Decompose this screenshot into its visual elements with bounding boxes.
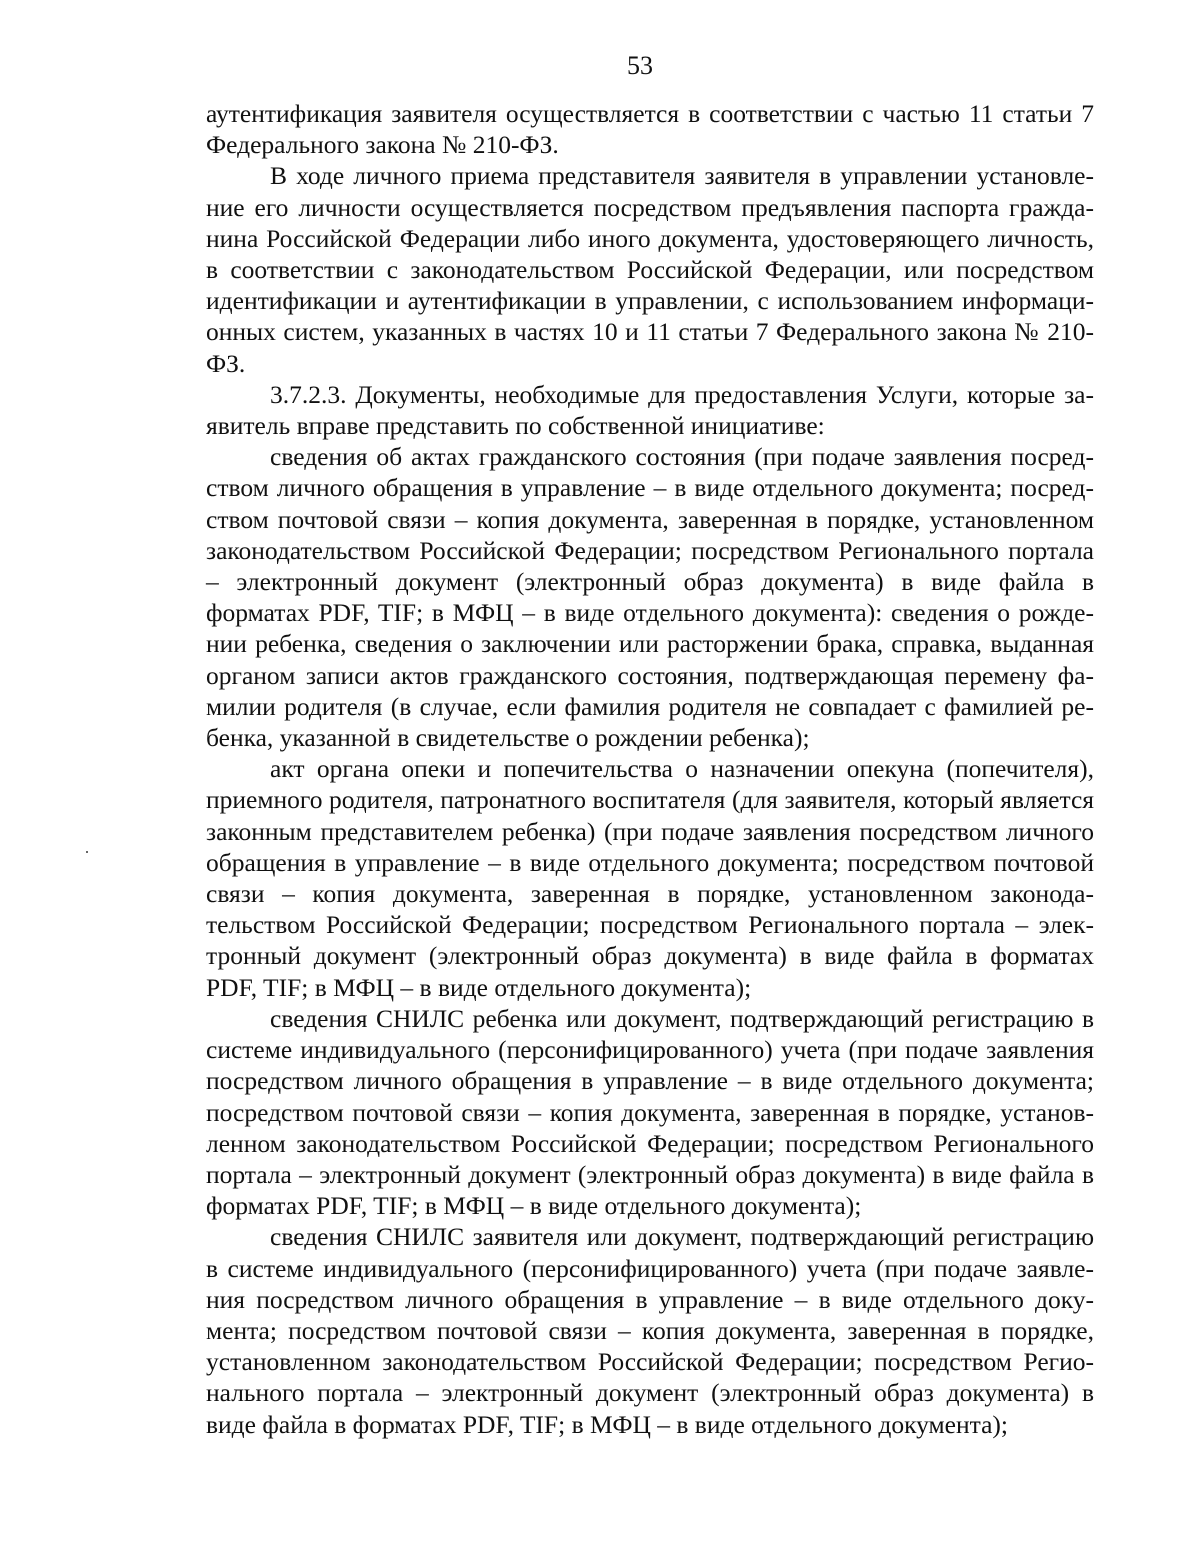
paragraph-civil-status-records: сведения об актах гражданского состояния (при подаче заявления посредством личного обращения в управление – в виде отдельного документа; посредством почтовой связи – копия документа, заверенная в порядке, установленном законодательством Российской Федерации; посредством Регионального портала – электронный документ (электронный образ документа) в виде файла в форматах PDF, TIF; в МФЦ – в виде отдельного документа): сведения о рождении ребенка, сведения о заключении или расторжении брака, справка, выданная органом записи актов гражданского состояния, подтверждающая перемену фамилии родителя (в случае, если фамилия родителя не совпадает с фамилией ребенка, указанной в свидетельстве о рождении ребенка); <box>206 442 1094 753</box>
page-number: 53 <box>627 51 653 80</box>
document-body <box>206 98 1094 1440</box>
paragraph-personal-reception: В ходе личного приема представителя заявителя в управлении установление его личности осуществляется посредством предъявления паспорта гражданина Российской Федерации либо иного документа, удостоверяющего личность, в соответствии с законодательством Российской Федерации, или посредством идентификации и аутентификации в управлении, с использованием информационных систем, указанных в частях 10 и 11 статьи 7 Федерального закона № 210-ФЗ. <box>206 161 1094 378</box>
paragraph-guardianship-act: акт органа опеки и попечительства о назначении опекуна (попечителя), приемного родителя, патронатного воспитателя (для заявителя, который является законным представителем ребенка) (при подаче заявления посредством личного обращения в управление – в виде отдельного документа; посредством почтовой связи – копия документа, заверенная в порядке, установленном законодательством Российской Федерации; посредством Регионального портала – электронный документ (электронный образ документа) в виде файла в форматах PDF, TIF; в МФЦ – в виде отдельного документа); <box>206 754 1094 1002</box>
paragraph-applicant-snils: сведения СНИЛС заявителя или документ, подтверждающий регистрацию в системе индивидуального (персонифицированного) учета (при подаче заявления посредством личного обращения в управление – в виде отдельного документа; посредством почтовой связи – копия документа, заверенная в порядке, установленном законодательством Российской Федерации; посредством Регионального портала – электронный документ (электронный образ документа) в виде файла в форматах PDF, TIF; в МФЦ – в виде отдельного документа); <box>206 1222 1094 1439</box>
paragraph-section-3-7-2-3: 3.7.2.3. Документы, необходимые для предоставления Услуги, которые заявитель вправе представить по собственной инициативе: <box>206 379 1094 441</box>
paragraph-child-snils: сведения СНИЛС ребенка или документ, подтверждающий регистрацию в системе индивидуального (персонифицированного) учета (при подаче заявления посредством личного обращения в управление – в виде отдельного документа; посредством почтовой связи – копия документа, заверенная в порядке, установленном законодательством Российской Федерации; посредством Регионального портала – электронный документ (электронный образ документа) в виде файла в форматах PDF, TIF; в МФЦ – в виде отдельного документа); <box>206 1003 1094 1221</box>
paragraph-continuation: аутентификация заявителя осуществляется в соответствии с частью 11 статьи 7 Федерального закона № 210-ФЗ. <box>206 99 1094 160</box>
scan-speck <box>86 851 88 853</box>
